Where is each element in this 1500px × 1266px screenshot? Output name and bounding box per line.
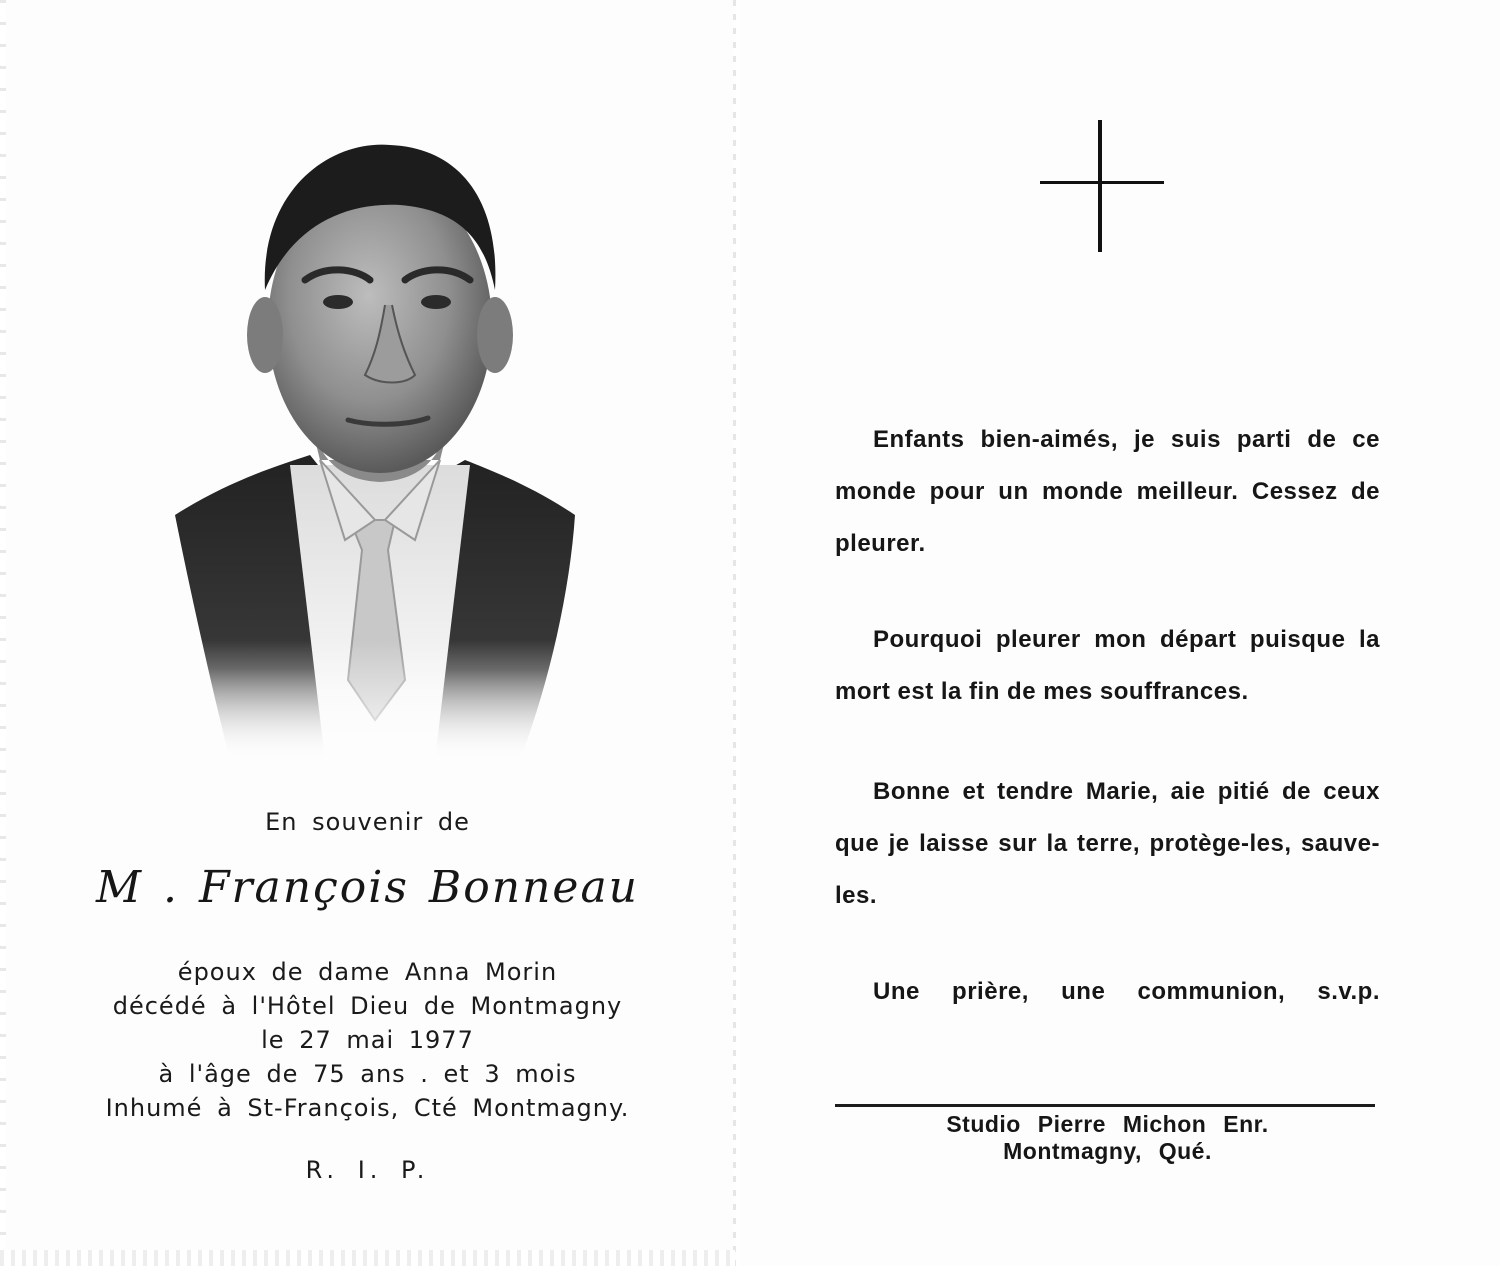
prayer-text: Bonne et tendre Marie, aie pitié de ceux que je laisse sur la terre, protège-les, sauve-les. — [835, 778, 1380, 909]
studio-name: Studio Pierre Michon Enr. — [946, 1111, 1269, 1137]
age-line: à l'âge de 75 ans . et 3 mois — [158, 1060, 577, 1088]
card-bottom-edge — [0, 1250, 735, 1266]
death-place-line: décédé à l'Hôtel Dieu de Montmagny — [112, 992, 623, 1020]
rip-text: R. I. P. — [305, 1156, 430, 1184]
divider-rule — [835, 1104, 1375, 1107]
death-date-line: le 27 mai 1977 — [261, 1026, 474, 1054]
prayer-paragraph-1 — [835, 414, 1380, 570]
studio-city: Montmagny, Qué. — [1003, 1138, 1212, 1164]
cross-horizontal-bar — [1040, 181, 1164, 184]
in-memory-heading: En souvenir de — [265, 808, 470, 836]
portrait-photo — [170, 120, 580, 760]
prayer-request — [835, 966, 1380, 1018]
deceased-name: M . François Bonneau — [95, 862, 640, 913]
prayer-text: Pourquoi pleurer mon départ puisque la mort est la fin de mes souffrances. — [835, 626, 1380, 705]
obituary-details — [0, 955, 735, 1125]
burial-line: Inhumé à St-François, Cté Montmagny. — [105, 1094, 630, 1122]
cross-vertical-bar — [1098, 120, 1102, 252]
prayer-text: Une prière, une communion, s.v.p. — [873, 978, 1380, 1005]
spouse-line: époux de dame Anna Morin — [177, 958, 558, 986]
prayer-paragraph-3 — [835, 766, 1380, 922]
prayer-paragraph-2 — [835, 614, 1380, 718]
prayer-text: Enfants bien-aimés, je suis parti de ce monde pour un monde meilleur. Cessez de pleurer. — [835, 426, 1380, 557]
